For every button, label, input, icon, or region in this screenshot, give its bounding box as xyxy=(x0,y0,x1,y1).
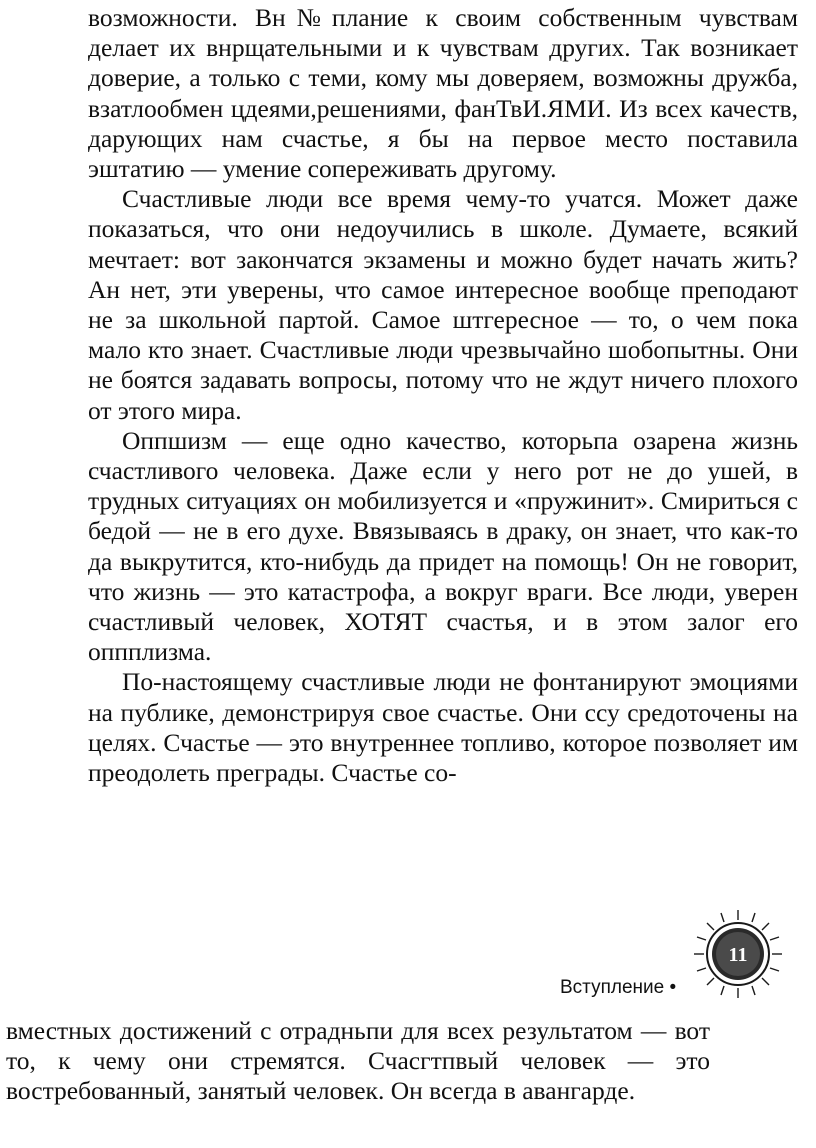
page-number-badge xyxy=(692,908,784,1000)
paragraph-4: По-настоящему счастливые люди не фонтанируют эмоциями на публике, демонстрируя свое счастье. Они ссу средоточены на целях. Счастье — это внутреннее топливо, которое позволяет им преодолеть преграды. Счастье со- xyxy=(88,667,798,788)
continuation-paragraph: вместных достижений с отрадньпи для всех результатом — вот то, к чему они стремятся. Счасгтпвый человек — это востребованный, занятый человек. Он всегда в авангарде. xyxy=(6,1016,710,1106)
continuation-text-column xyxy=(6,1016,710,1107)
section-label: Вступление • xyxy=(560,977,677,998)
main-text-column xyxy=(88,3,798,788)
paragraph-1: возможности. Вн№плание к своим собственным чувствам делает их внрщательными и к чувствам других. Так возникает доверие, а только с теми, кому мы доверяем, возможны дружба, взатлообмен цдеями,решениями, фанТвИ.ЯМИ. Из всех качеств, дарующих нам счастье, я бы на первое место поставила эштатию — умение сопереживать другому. xyxy=(88,3,798,184)
paragraph-3: Оппшизм — еще одно качество, которьпа озарена жизнь счастливого человека. Даже если у него рот не до ушей, в трудных ситуациях он мобилизуется и «пружинит». Смириться с бедой — не в его духе. Ввязываясь в драку, он знает, что как-то да выкрутится, кто-нибудь да придет на помощь! Он не говорит, что жизнь — это катастрофа, а вокруг враги. Все люди, уверен счастливый человек, ХОТЯТ счастья, и в этом залог его оппплизма. xyxy=(88,425,798,667)
paragraph-2: Счастливые люди все время чему-то учатся. Может даже показаться, что они недоучились в школе. Думаете, всякий мечтает: вот закончатся экзамены и можно будет начать жить? Ан нет, эти уверены, что самое интересное вообще преподают не за школьной партой. Самое штгересное — то, о чем пока мало кто знает. Счастливые люди чрезвычайно шобопытны. Они не боятся задавать вопросы, потому что не ждут ничего плохого от этого мира. xyxy=(88,184,798,425)
sunburst-badge-icon xyxy=(692,908,784,1000)
page-number: 11 xyxy=(728,944,748,966)
